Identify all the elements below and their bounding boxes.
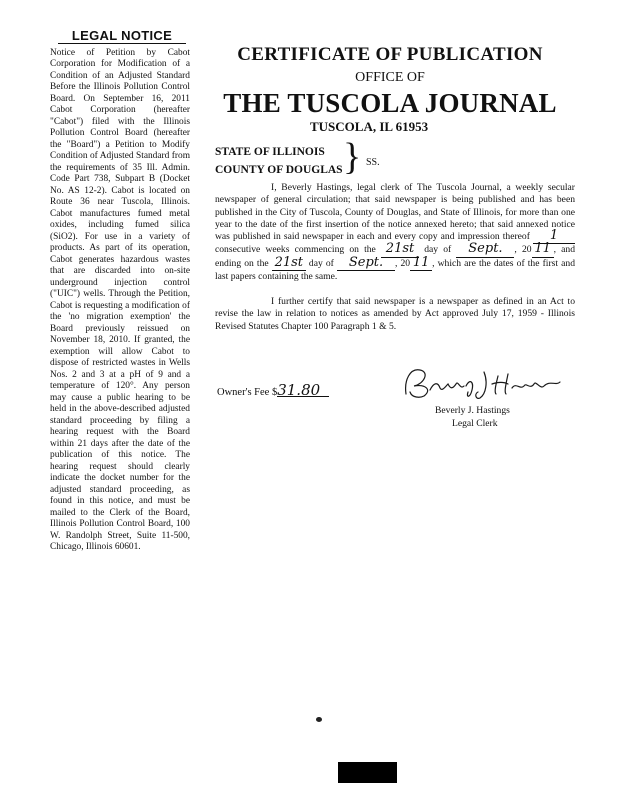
brace-icon: } — [343, 136, 362, 178]
venue-block — [215, 143, 343, 179]
start-day-field: 21st — [381, 244, 419, 257]
fee-amount: 31.80 — [277, 384, 329, 397]
certification-paragraph — [215, 182, 575, 283]
weeks-count-field: 1 — [533, 231, 575, 244]
scan-mark — [316, 717, 322, 722]
day-of-label: day of — [424, 244, 452, 256]
signer-name: Beverly J. Hastings — [435, 405, 510, 416]
certificate-title: CERTIFICATE OF PUBLICATION — [237, 44, 543, 65]
fee-label: Owner's Fee $ — [217, 387, 278, 398]
signer-title: Legal Clerk — [452, 418, 498, 429]
act-certification-paragraph — [215, 296, 575, 333]
para1-part-c: , which are the dates of the first and last papers containing the same. — [215, 257, 576, 283]
redaction-bar — [338, 762, 397, 783]
county-line: COUNTY OF DOUGLAS — [215, 164, 343, 176]
ss-label: SS. — [366, 157, 380, 168]
signature-icon — [400, 364, 570, 400]
legal-notice-column — [50, 30, 190, 554]
start-year-prefix: , 20 — [514, 244, 532, 256]
day-of-label-2: day of — [308, 257, 334, 269]
para2-text: I further certify that said newspaper is a newspaper as defined in an Act to revise the law in relation to notices as amended by Act approved July 17, 1959 - Illinois Revised Statutes Chapter 100 Paragraph 1 & 5. — [215, 296, 575, 332]
journal-name: THE TUSCOLA JOURNAL — [223, 88, 557, 118]
legal-notice-body: Notice of Petition by Cabot Corporation for Modification of a Condition of an Adjusted Standard Before the Illinois Pollution Control Board. On September 16, 2011 Cabot Corporation (hereafter "Cabot") filed with the Illinois Pollution Control Board (hereafter the "Board") a Petition to Modify Condition of Adjusted Standard from the requirements of 35 Ill. Admin. Code Part 738, Subpart B (Docket No. AS 12-2). Cabot is located on Route 36 near Tuscola, Illinois. Cabot manufactures fumed metal oxides, including fumed silica (SiO2). For use in a variety of products. As part of its operation, Cabot generates hazardous wastes that are discarded into on-site underground injection control ("UIC") wells. Through the Petition, Cabot is requesting a modification of the 'no migration exemption' the Board previously reissued on November 18, 2010. If granted, the exemption will allow Cabot to dispose of restricted wastes in Wells Nos. 2 and 3 at a pH of 9 and a temperature of 120°. Any person may cause a public hearing to be held in the above-described adjusted standard proceeding by filing a hearing request with the Board within 21 days after the date of the publication of this notice. The hearing request should clearly indicate the docket number for the adjusted standard proceeding, as found in this notice, and must be mailed to the Clerk of the Board, Illinois Pollution Control Board, 100 W. Randolph Street, Suite 11-500, Chicago, Illinois 60601. — [50, 47, 190, 552]
owners-fee — [217, 381, 329, 399]
journal-city: TUSCOLA, IL 61953 — [310, 119, 429, 134]
end-day-field: 21st — [272, 258, 306, 271]
end-month-field: Sept. — [337, 258, 395, 271]
para1-part-b: consecutive weeks commencing on the — [215, 244, 376, 256]
office-of-label: OFFICE OF — [355, 70, 425, 85]
end-year-field: 11 — [410, 258, 432, 271]
and-ending-label: , and ending on the — [215, 244, 576, 269]
para1-part-a: I, Beverly Hastings, legal clerk of The Tuscola Journal, a weekly secular newspaper of general circulation; that said newspaper is being published and has been published in the City of Tuscola, County of Douglas, and State of Illinois, for more than one year to the date of the first insertion of the notice annexed hereto; that said annexed notice was published in said newspaper in each and every copy and impression thereof — [215, 182, 575, 243]
start-month-field: Sept. — [456, 244, 514, 257]
state-line: STATE OF ILLINOIS — [215, 146, 325, 158]
start-year-field: 11 — [532, 244, 554, 257]
legal-notice-title: LEGAL NOTICE — [58, 30, 186, 44]
end-year-prefix: , 20 — [395, 257, 411, 269]
